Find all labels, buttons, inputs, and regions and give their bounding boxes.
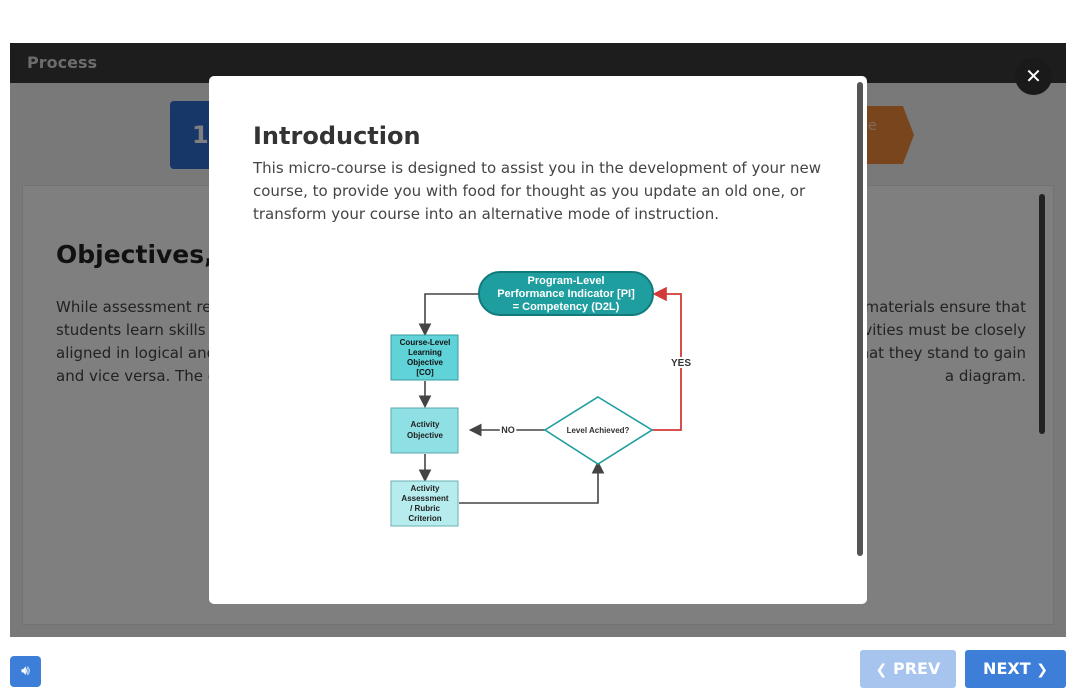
program-node-line-1: Program-Level [527, 275, 605, 287]
connector-assessment-to-decision [459, 464, 598, 503]
audio-button[interactable] [10, 656, 41, 687]
next-button[interactable] [965, 650, 1066, 688]
intro-modal [209, 76, 867, 604]
course-node-line-2: Learning [408, 348, 442, 357]
prev-button[interactable] [860, 650, 956, 688]
assessment-node-line-4: Criterion [408, 514, 442, 523]
chevron-right-icon: ❯ [1036, 662, 1048, 678]
course-node-line-1: Course-Level [399, 338, 451, 347]
activity-node-line-1: Activity [410, 420, 440, 429]
speaker-icon: 🔊︎ [21, 663, 30, 679]
program-node-line-2: Performance Indicator [PI] [497, 288, 635, 300]
prev-label: PREV [892, 659, 941, 678]
no-label: NO [501, 425, 515, 435]
modal-text: This micro-course is designed to assist you in the development of your new course, to provide you with food for thought as you update an old one, or transform your course into an alternative mode of instruction. [253, 159, 821, 223]
next-label: NEXT [983, 659, 1031, 678]
connector-program-to-course [425, 294, 479, 333]
program-node-line-3: = Competency (D2L) [512, 301, 620, 313]
alignment-flowchart [379, 261, 699, 536]
modal-title: Introduction [253, 122, 421, 150]
activity-node-line-2: Objective [406, 431, 444, 440]
assessment-node-line-3: / Rubric [410, 504, 440, 513]
assessment-node-line-2: Assessment [401, 494, 449, 503]
close-modal-button[interactable] [1015, 58, 1052, 95]
course-node-line-4: [CO] [416, 368, 434, 377]
yes-label: YES [670, 358, 692, 369]
modal-scrollbar[interactable] [857, 82, 863, 556]
course-node-line-3: Objective [406, 358, 444, 367]
assessment-node-line-1: Activity [410, 484, 440, 493]
close-icon: ✕ [1025, 64, 1042, 88]
decision-label: Level Achieved? [566, 426, 630, 435]
chevron-left-icon: ❮ [875, 662, 888, 678]
